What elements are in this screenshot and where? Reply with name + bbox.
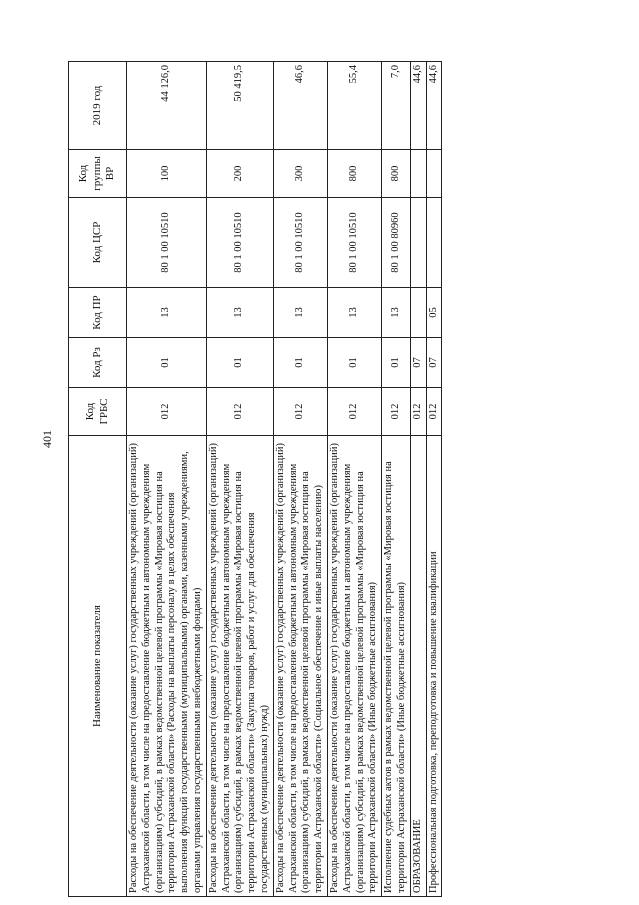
row-grbs: 012 [426, 388, 442, 436]
row-name: Расходы на обеспечение деятельности (оказание услуг) государственных учреждений (организаций) Астраханской области, в том числе на предоставление бюджетным и автономным учреждениям (организациям) субсидий, в рамках ведомственной целевой программы «Мировая юстиция на территории Астраханской области» (Социальное обеспечение и иные выплаты населению) [273, 436, 327, 897]
row-rz: 01 [273, 338, 327, 388]
row-amount: 44,6 [426, 62, 442, 150]
row-name: ОБРАЗОВАНИЕ [410, 436, 426, 897]
row-rz: 01 [206, 338, 273, 388]
row-pr: 13 [273, 288, 327, 338]
row-rz: 01 [127, 338, 207, 388]
table-row [127, 62, 207, 897]
row-grbs: 012 [410, 388, 426, 436]
row-vr: 200 [206, 150, 273, 198]
row-grbs: 012 [327, 388, 381, 436]
table-row [410, 62, 426, 897]
row-csr: 80 1 00 80960 [382, 198, 411, 288]
table-row [273, 62, 327, 897]
header-csr: Код ЦСР [69, 198, 127, 288]
table-row [206, 62, 273, 897]
table-header-row [69, 62, 127, 897]
row-pr: 13 [206, 288, 273, 338]
row-grbs: 012 [206, 388, 273, 436]
row-rz: 01 [327, 338, 381, 388]
row-csr [410, 198, 426, 288]
row-pr: 13 [327, 288, 381, 338]
table-row [426, 62, 442, 897]
row-csr [426, 198, 442, 288]
row-pr [410, 288, 426, 338]
table-row [327, 62, 381, 897]
row-name: Исполнение судебных актов в рамках ведомственной целевой программы «Мировая юстиция на территории Астраханской области» (Иные бюджетные ассигнования) [382, 436, 411, 897]
row-amount: 7,0 [382, 62, 411, 150]
row-vr: 100 [127, 150, 207, 198]
rotated-page-content [60, 0, 623, 905]
row-rz: 07 [426, 338, 442, 388]
header-rz: Код Рз [69, 338, 127, 388]
row-rz: 07 [410, 338, 426, 388]
page-number: 401 [40, 430, 54, 448]
row-grbs: 012 [382, 388, 411, 436]
row-name: Расходы на обеспечение деятельности (оказание услуг) государственных учреждений (организаций) Астраханской области, в том числе на предоставление бюджетным и автономным учреждениям (организациям) субсидий, в рамках ведомственной целевой программы «Мировая юстиция на территории Астраханской области» (Иные бюджетные ассигнования) [327, 436, 381, 897]
row-pr: 13 [127, 288, 207, 338]
row-amount: 50 419,5 [206, 62, 273, 150]
header-grbs: Код ГРБС [69, 388, 127, 436]
row-csr: 80 1 00 10510 [127, 198, 207, 288]
row-amount: 55,4 [327, 62, 381, 150]
budget-table [68, 61, 442, 897]
row-name: Профессиональная подготовка, переподготовка и повышение квалификации [426, 436, 442, 897]
row-vr: 800 [382, 150, 411, 198]
row-grbs: 012 [127, 388, 207, 436]
table-row [382, 62, 411, 897]
row-pr: 05 [426, 288, 442, 338]
row-csr: 80 1 00 10510 [206, 198, 273, 288]
header-name: Наименование показателя [69, 436, 127, 897]
row-amount: 44,6 [410, 62, 426, 150]
header-pr: Код ПР [69, 288, 127, 338]
row-vr [426, 150, 442, 198]
row-vr: 800 [327, 150, 381, 198]
row-csr: 80 1 00 10510 [327, 198, 381, 288]
row-csr: 80 1 00 10510 [273, 198, 327, 288]
row-amount: 46,6 [273, 62, 327, 150]
row-rz: 01 [382, 338, 411, 388]
row-name: Расходы на обеспечение деятельности (оказание услуг) государственных учреждений (организаций) Астраханской области, в том числе на предоставление бюджетным и автономным учреждениям (организациям) субсидий, в рамках ведомственной целевой программы «Мировая юстиция на территории Астраханской области» (Закупка товаров, работ и услуг для обеспечения государственных (муниципальных) нужд) [206, 436, 273, 897]
row-pr: 13 [382, 288, 411, 338]
header-year: 2019 год [69, 62, 127, 150]
document-sheet [60, 0, 623, 905]
row-name: Расходы на обеспечение деятельности (оказание услуг) государственных учреждений (организаций) Астраханской области, в том числе на предоставление бюджетным и автономным учреждениям (организациям) субсидий, в рамках ведомственной целевой программы «Мировая юстиция на территории Астраханской области» (Расходы на выплаты персоналу в целях обеспечения выполнения функций государственными (муниципальными) органами, казенными учреждениями, органами управления государственными внебюджетными фондами) [127, 436, 207, 897]
header-vr: Код группы ВР [69, 150, 127, 198]
row-vr: 300 [273, 150, 327, 198]
row-vr [410, 150, 426, 198]
row-amount: 44 126,0 [127, 62, 207, 150]
row-grbs: 012 [273, 388, 327, 436]
